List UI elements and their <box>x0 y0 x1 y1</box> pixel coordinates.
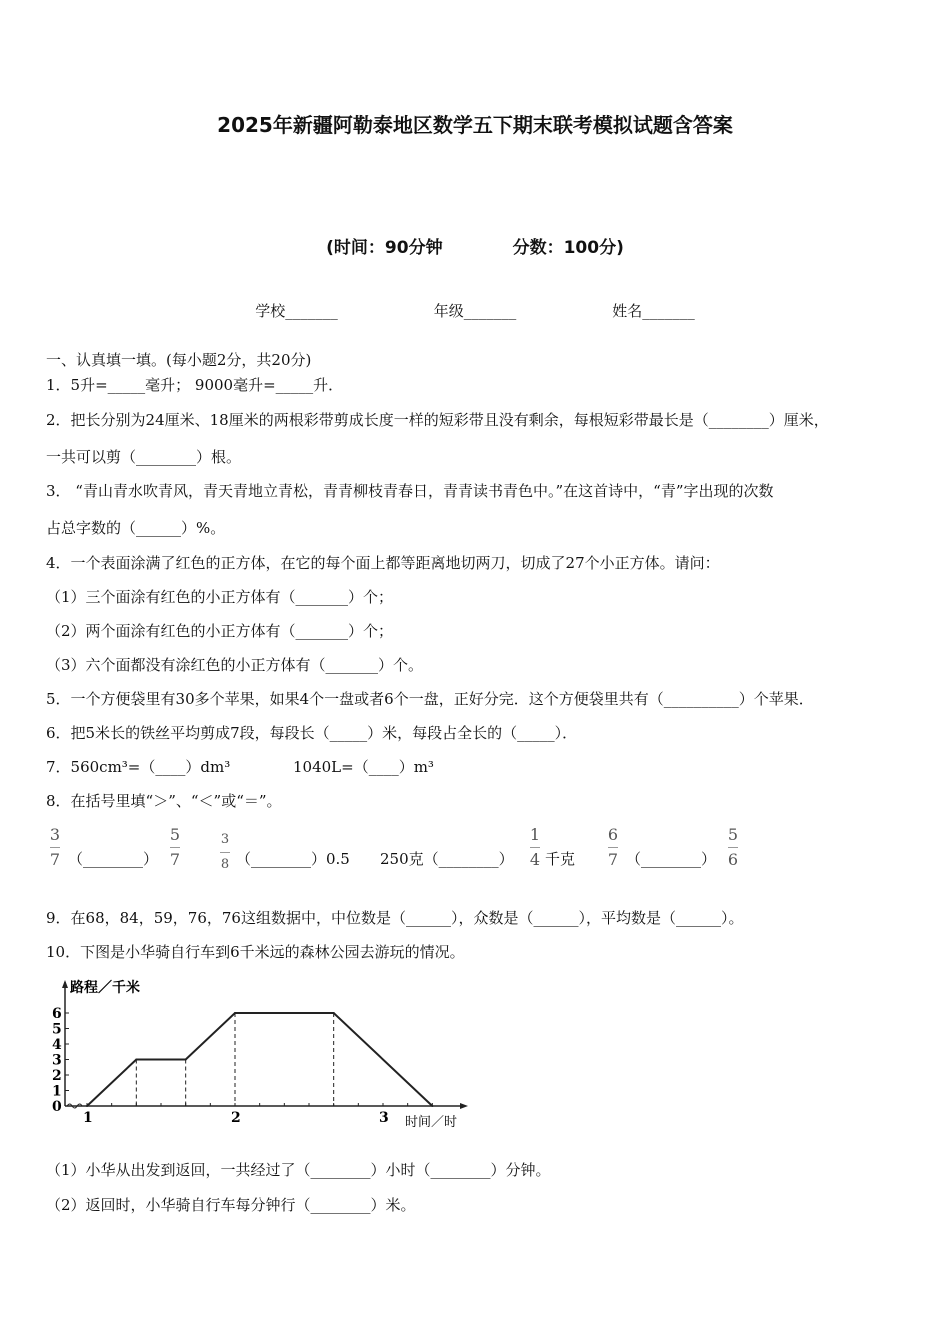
blank: （________）0.5 <box>236 850 350 868</box>
page-title: 2025年新疆阿勒泰地区数学五下期末联考模拟试题含答案 <box>217 113 733 137</box>
fraction: 6 7 <box>607 825 619 869</box>
x-tick-label: 3 <box>379 1110 389 1126</box>
x-axis-arrow <box>460 1103 468 1109</box>
y-tick-label: 6 <box>52 1006 62 1022</box>
question-7a: 7．560cm³=（____）dm³ <box>46 758 231 776</box>
question-2-cont: 一共可以剪（________）根。 <box>46 448 242 466</box>
x-tick-label: 1 <box>83 1110 93 1126</box>
question-3: 3． “青山青水吹青风，青天青地立青松，青青柳枝青春日，青青读书青色中。”在这首诗中，“青”字出现的次数 <box>46 482 774 500</box>
fraction: 3 8 <box>220 832 230 872</box>
question-8: 8．在括号里填“＞”、“＜”或“＝”。 <box>46 792 282 810</box>
distance-time-chart <box>40 970 480 1140</box>
section-heading: 一、认真填一填。(每小题2分，共20分) <box>46 351 312 369</box>
blank: （________） <box>626 850 717 868</box>
x-axis-label: 时间／时 <box>405 1115 458 1130</box>
question-3-cont: 占总字数的（______）%。 <box>46 519 226 537</box>
question-4-2: （2）两个面涂有红色的小正方体有（_______）个； <box>46 622 394 640</box>
y-tick-label: 1 <box>52 1083 62 1100</box>
fraction: 1 4 <box>529 825 541 869</box>
school-field: 学校_______ <box>255 302 338 320</box>
y-axis-arrow <box>62 980 68 988</box>
question-4: 4．一个表面涂满了红色的正方体，在它的每个面上都等距离地切两刀，切成了27个小正方体。请问： <box>46 554 720 572</box>
name-field: 姓名_______ <box>612 302 695 320</box>
data-point <box>333 1012 335 1014</box>
y-tick-label: 2 <box>52 1068 62 1084</box>
y-tick-label: 4 <box>52 1037 62 1053</box>
question-7b: 1040L=（____）m³ <box>293 758 434 776</box>
y-tick-label: 3 <box>52 1052 62 1069</box>
fraction: 5 6 <box>727 825 739 869</box>
y-axis-label: 路程／千米 <box>70 980 140 996</box>
total-score: 分数：100分) <box>512 238 624 258</box>
fraction: 3 7 <box>49 825 61 869</box>
fraction: 5 7 <box>169 825 181 869</box>
question-10: 10．下图是小华骑自行车到6千米远的森林公园去游玩的情况。 <box>46 943 465 961</box>
question-2: 2．把长分别为24厘米、18厘米的两根彩带剪成长度一样的短彩带且没有剩余，每根短彩带最长是（________）厘米， <box>46 411 829 429</box>
question-10-2: （2）返回时，小华骑自行车每分钟行（________）米。 <box>46 1196 416 1214</box>
blank: 250克（________） <box>380 850 514 868</box>
data-point <box>86 1105 88 1107</box>
exam-meta <box>0 238 950 258</box>
question-1: 1．5升=_____毫升； 9000毫升=_____升． <box>46 376 344 394</box>
question-9: 9．在68，84，59，76，76这组数据中，中位数是（______），众数是（______），平均数是（______）。 <box>46 909 744 927</box>
x-tick-label: 2 <box>231 1110 241 1126</box>
question-4-1: （1）三个面涂有红色的小正方体有（_______）个； <box>46 588 394 606</box>
time-limit: (时间：90分钟 <box>326 238 443 258</box>
data-point <box>431 1105 433 1107</box>
data-point <box>135 1059 137 1061</box>
question-4-3: （3）六个面都没有涂红色的小正方体有（_______）个。 <box>46 656 424 674</box>
grade-field: 年级_______ <box>433 302 517 320</box>
question-6: 6．把5米长的铁丝平均剪成7段，每段长（_____）米，每段占全长的（_____）． <box>46 724 578 742</box>
data-point <box>234 1012 236 1014</box>
distance-line <box>87 1013 432 1106</box>
blank: （________） <box>68 850 159 868</box>
student-info <box>0 301 950 321</box>
y-tick-label: 0 <box>52 1099 62 1115</box>
y-tick-label: 5 <box>52 1021 62 1038</box>
question-10-1: （1）小华从出发到返回，一共经过了（________）小时（________）分钟。 <box>46 1161 551 1179</box>
unit: 千克 <box>545 850 576 868</box>
question-5: 5．一个方便袋里有30多个苹果，如果4个一盘或者6个一盘，正好分完．这个方便袋里共有（__________）个苹果． <box>46 690 814 708</box>
data-point <box>185 1059 187 1061</box>
